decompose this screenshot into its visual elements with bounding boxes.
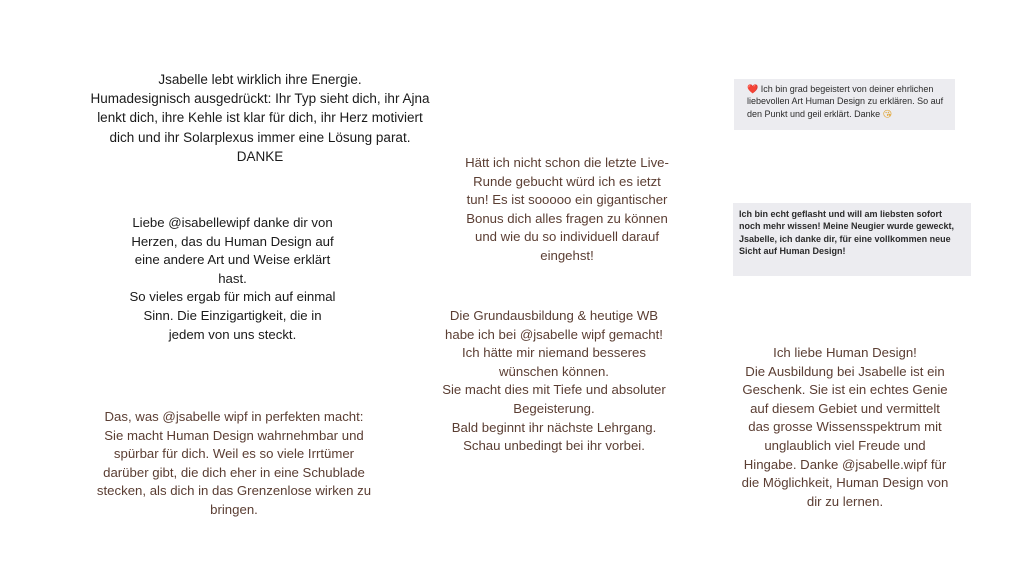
message-text: Ich bin echt geflasht und will am liebsten sofort noch mehr wissen! Meine Neugier wurde geweckt, Jsabelle, ich danke dir, für eine vollkommen neue Sicht auf Human Design! xyxy=(739,209,955,257)
testimonial-energie: Jsabelle lebt wirklich ihre Energie. Humadesignisch ausgedrückt: Ihr Typ sieht dich, ihr Ajna lenkt dich, ihre Kehle ist klar für dich, ihr Herz motiviert dich und ihr Solarplexus immer eine Lösung parat. DANKE xyxy=(90,72,430,164)
message-screenshot-begeistert xyxy=(734,79,955,130)
testimonial-grundausbildung: Die Grundausbildung & heutige WB habe ich bei @jsabelle wipf gemacht! Ich hätte mir niemand besseres wünschen können. Sie macht dies mit Tiefe und absoluter Begeisterung. Bald beginnt ihr nächste Lehrgang. Schau unbedingt bei ihr vorbei. xyxy=(442,308,666,454)
testimonial-live-runde: Hätt ich nicht schon die letzte Live- Runde gebucht würd ich es ietzt tun! Es ist sooooo ein gigantischer Bonus dich alles fragen zu können und wie du so individuell darauf eingehst! xyxy=(465,155,669,263)
testimonial-herzen: Liebe @isabellewipf danke dir von Herzen, das du Human Design auf eine andere Art und Weise erklärt hast. So vieles ergab für mich auf einmal Sinn. Die Einzigartigkeit, die in jedem von uns steckt. xyxy=(129,215,336,342)
message-text: Ich bin grad begeistert von deiner ehrlichen liebevollen Art Human Design zu erklären. So auf den Punkt und geil erklärt. Danke xyxy=(747,84,944,119)
kiss-emoji-icon: 😘 xyxy=(882,108,892,119)
testimonial-perfekt: Das, was @jsabelle wipf in perfekten macht: Sie macht Human Design wahrnehmbar und spürbar für dich. Weil es so viele Irrtümer darüber gibt, die dich eher in eine Schublade stecken, als dich in das Grenzenlose wirken zu bringen. xyxy=(96,409,372,517)
message-screenshot-geflasht xyxy=(733,203,971,276)
heart-icon: ❤️ xyxy=(747,84,759,94)
testimonial-ausbildung: Ich liebe Human Design! Die Ausbildung bei Jsabelle ist ein Geschenk. Sie ist ein echtes Genie auf diesem Gebiet und vermittelt das grosse Wissensspektrum mit unglaublich viel Freude und Hingabe. Danke @jsabelle.wipf für die Möglichkeit, Human Design von dir zu lernen. xyxy=(741,345,949,509)
